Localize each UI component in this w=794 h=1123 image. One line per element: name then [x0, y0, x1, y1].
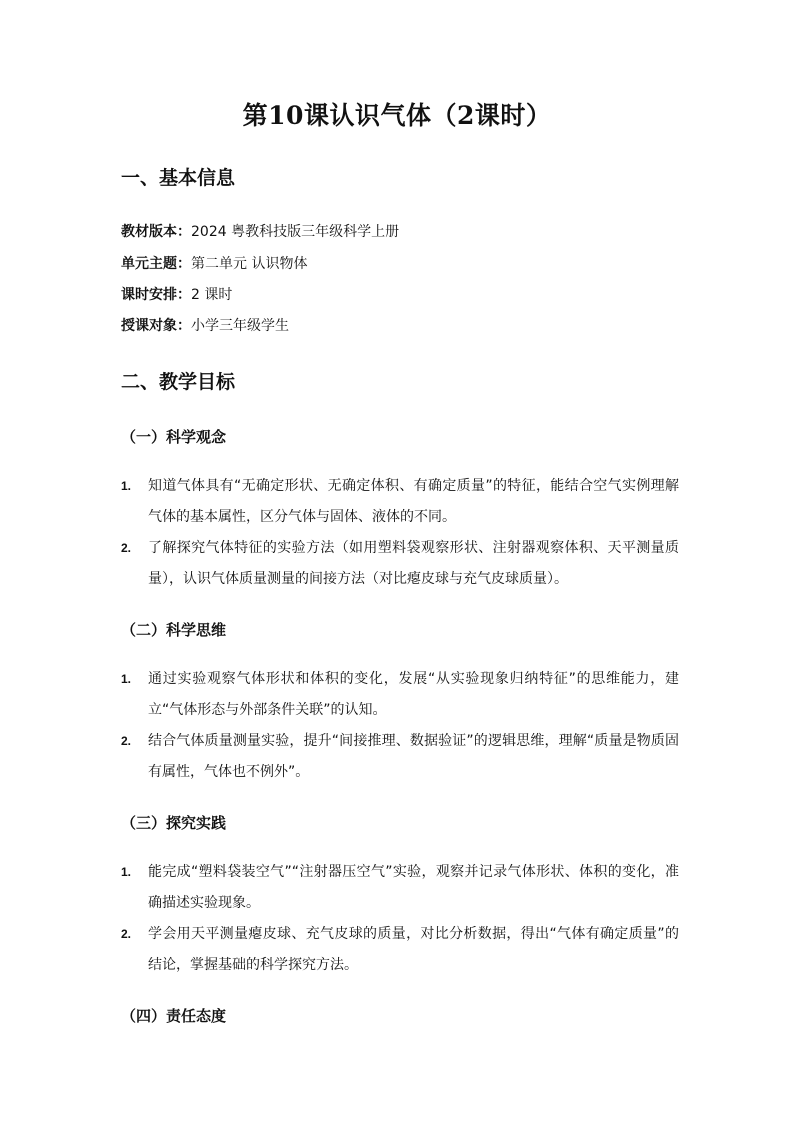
info-row-textbook [121, 222, 399, 242]
list-text: 学会用天平测量瘪皮球、充气皮球的质量，对比分析数据，得出“气体有确定质量”的结论，掌握基础的科学探究方法。 [148, 926, 679, 973]
list-number: 2. [121, 541, 132, 555]
info-value: 2024 粤教科技版三年级科学上册 [191, 224, 400, 240]
info-row-unit [121, 254, 307, 274]
list-item [121, 664, 679, 726]
info-label: 授课对象： [121, 318, 191, 334]
list-item [121, 726, 679, 788]
subsection-heading-concepts: （一）科学观念 [121, 428, 227, 446]
section-heading-objectives: 二、教学目标 [121, 371, 236, 393]
list-number: 1. [121, 865, 132, 879]
list-text: 了解探究气体特征的实验方法（如用塑料袋观察形状、注射器观察体积、天平测量质量），认识气体质量测量的间接方法（对比瘪皮球与充气皮球质量）。 [148, 540, 679, 587]
list-number: 2. [121, 734, 132, 748]
subsection-heading-attitude: （四）责任态度 [121, 1007, 227, 1025]
info-value: 第二单元 认识物体 [191, 256, 308, 272]
info-row-audience [121, 316, 289, 336]
info-row-schedule [121, 285, 232, 305]
document-title: 第10课认识气体（2课时） [242, 101, 552, 130]
list-item [121, 533, 679, 595]
list-number: 1. [121, 672, 132, 686]
list-item [121, 857, 679, 919]
section-heading-basic-info: 一、基本信息 [121, 167, 236, 189]
list-text: 知道气体具有“无确定形状、无确定体积、有确定质量”的特征，能结合空气实例理解气体的基本属性，区分气体与固体、液体的不同。 [148, 478, 679, 525]
info-value: 小学三年级学生 [191, 318, 289, 334]
info-value: 2 课时 [191, 287, 233, 303]
list-text: 结合气体质量测量实验，提升“间接推理、数据验证”的逻辑思维，理解“质量是物质固有属性，气体也不例外”。 [148, 733, 679, 780]
info-label: 单元主题： [121, 256, 191, 272]
list-item [121, 471, 679, 533]
list-text: 能完成“塑料袋装空气”“注射器压空气”实验，观察并记录气体形状、体积的变化，准确描述实验现象。 [148, 864, 679, 911]
subsection-heading-practice: （三）探究实践 [121, 814, 227, 832]
list-number: 1. [121, 479, 132, 493]
subsection-heading-thinking: （二）科学思维 [121, 621, 227, 639]
list-number: 2. [121, 927, 132, 941]
list-text: 通过实验观察气体形状和体积的变化，发展“从实验现象归纳特征”的思维能力，建立“气体形态与外部条件关联”的认知。 [148, 671, 679, 718]
info-label: 教材版本： [121, 224, 191, 240]
info-label: 课时安排： [121, 287, 191, 303]
list-item [121, 919, 679, 981]
